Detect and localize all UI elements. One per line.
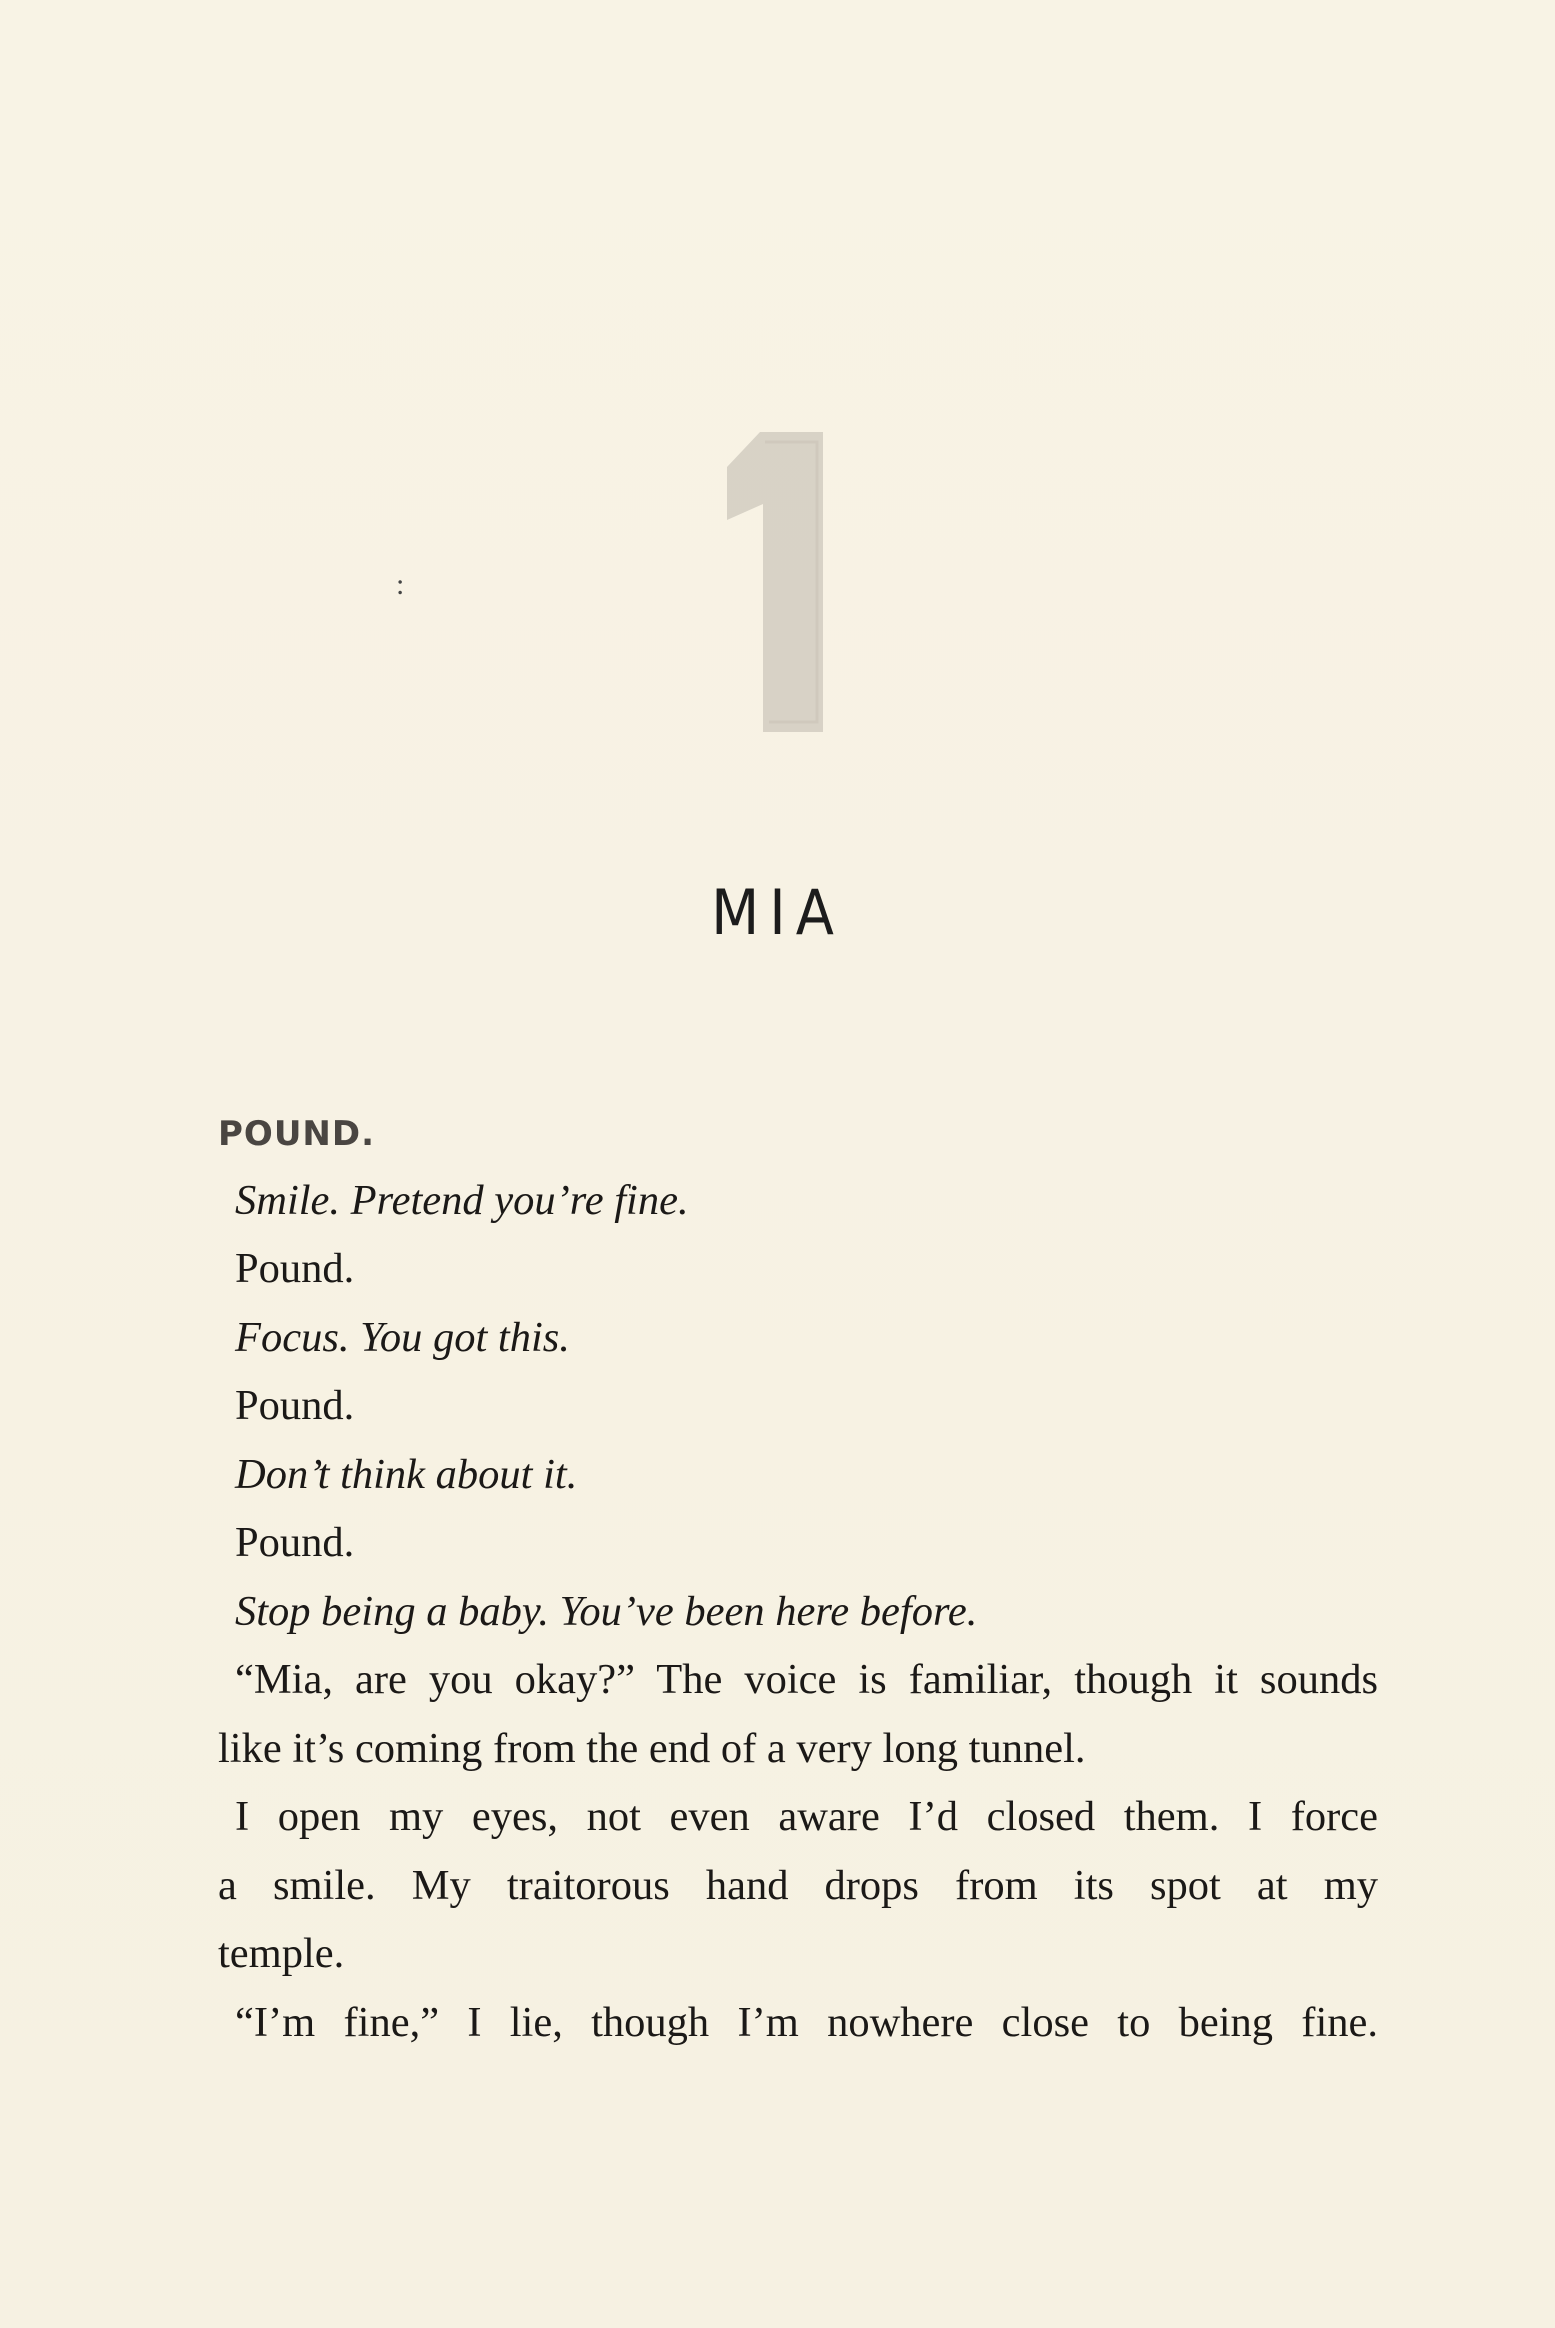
body-line: a smile. My traitorous hand drops from its spot at my (218, 1861, 1378, 1909)
stray-mark: : (396, 568, 405, 601)
chapter-body (218, 1098, 1378, 2057)
body-line: temple. (218, 1930, 345, 1977)
body-line: Pound. (235, 1382, 355, 1429)
chapter-number-graphic (705, 432, 855, 732)
body-line: “I’m fine,” I lie, though I’m nowhere close to being fine. (235, 1998, 1378, 2046)
chapter-title: MIA (711, 876, 844, 949)
body-line: Smile. Pretend you’re fine. (235, 1176, 689, 1224)
body-line: Pound. (235, 1519, 355, 1566)
body-line: like it’s coming from the end of a very long tunnel. (218, 1724, 1086, 1772)
body-line: Stop being a baby. You’ve been here before. (235, 1587, 978, 1635)
opening-line (218, 1098, 1378, 1167)
opening-word: POUND. (218, 1114, 376, 1154)
body-line: Focus. You got this. (235, 1313, 570, 1361)
body-line: Pound. (235, 1245, 355, 1292)
body-line: I open my eyes, not even aware I’d closed them. I force (235, 1793, 1378, 1840)
body-line: Don’t think about it. (235, 1450, 578, 1498)
body-line: “Mia, are you okay?” The voice is familiar, though it sounds (235, 1656, 1378, 1703)
